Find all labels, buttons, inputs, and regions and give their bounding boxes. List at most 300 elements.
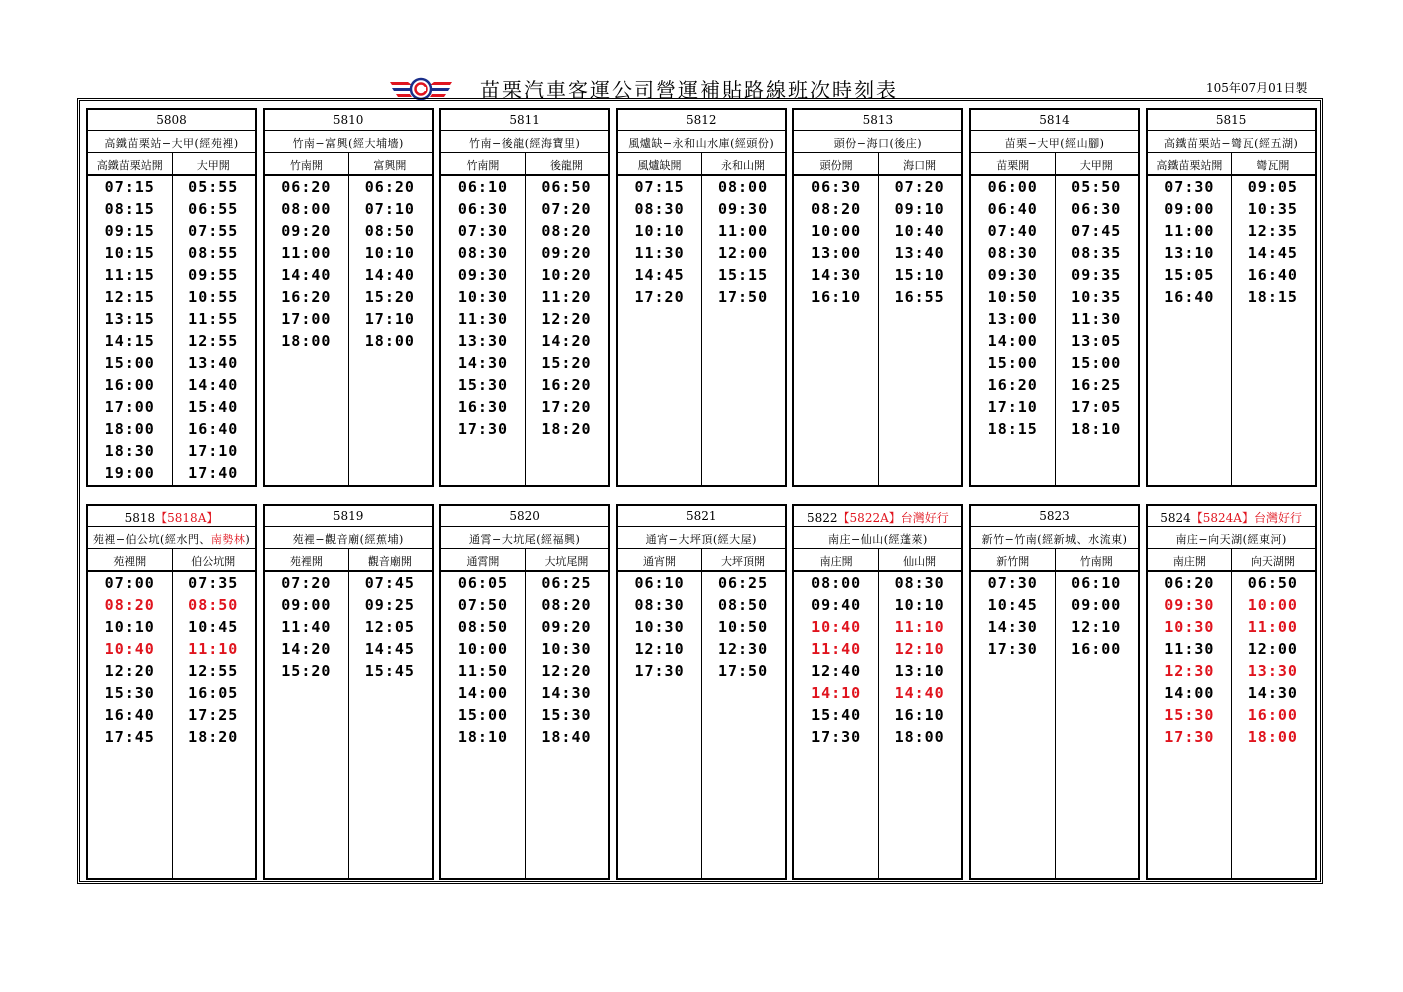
route-name (971, 135, 1138, 151)
departure-time: 14:20 (281, 640, 332, 658)
route-name-text: 通霄−大坑尾(經福興) (469, 533, 581, 546)
departure-time: 12:20 (104, 662, 155, 680)
departure-time: 16:25 (1071, 376, 1122, 394)
departure-time: 18:00 (1247, 728, 1298, 746)
route-number-text: 5814 (1039, 113, 1070, 127)
departure-header-right: 大甲開 (196, 159, 230, 172)
departure-time: 18:40 (541, 728, 592, 746)
departure-time: 18:10 (457, 728, 509, 746)
departure-times-right (1055, 176, 1139, 440)
departure-header-left: 竹南開 (289, 159, 323, 172)
departure-time: 08:30 (987, 244, 1038, 262)
departure-time: 09:10 (894, 200, 945, 218)
departure-time: 17:45 (104, 728, 155, 746)
departure-time: 18:00 (281, 332, 332, 350)
departure-time: 14:30 (1247, 684, 1298, 702)
departure-time: 14:40 (894, 684, 945, 702)
departure-time: 06:30 (457, 200, 509, 218)
divider (1148, 526, 1315, 527)
departure-time: 09:05 (1247, 178, 1298, 196)
departure-time: 08:35 (1071, 244, 1122, 262)
departure-time: 15:30 (104, 684, 155, 702)
departure-time: 15:20 (541, 354, 592, 372)
departure-time: 18:00 (104, 420, 155, 438)
departure-time: 17:30 (987, 640, 1038, 658)
departure-times-right (172, 176, 256, 484)
departure-time: 06:10 (457, 178, 509, 196)
divider (971, 526, 1138, 527)
route-name-text: 南庄−仙山(經蓬萊) (827, 533, 928, 546)
departure-time: 17:50 (717, 288, 769, 306)
departure-header-right: 富興開 (373, 159, 407, 172)
departure-time: 15:15 (717, 266, 769, 284)
departure-time: 11:55 (188, 310, 239, 328)
route-number-text: 5819 (332, 509, 364, 523)
route-number-text: 5823 (1039, 509, 1070, 523)
departure-times-left (794, 572, 878, 748)
departure-time: 06:50 (1247, 574, 1298, 592)
departure-time: 10:10 (634, 222, 685, 240)
departure-time: 11:30 (457, 310, 509, 328)
route-name (88, 135, 255, 151)
departure-time: 18:15 (987, 420, 1038, 438)
departure-time: 16:05 (188, 684, 239, 702)
departure-time: 16:30 (457, 398, 509, 416)
departure-time: 17:30 (634, 662, 685, 680)
departure-time: 10:50 (987, 288, 1038, 306)
departure-time: 15:30 (541, 706, 592, 724)
departure-time: 12:20 (541, 662, 592, 680)
departure-times-left (618, 176, 702, 308)
departure-time: 06:55 (188, 200, 239, 218)
departure-time: 14:20 (541, 332, 592, 350)
route-number (441, 509, 608, 523)
departure-time: 12:10 (1071, 618, 1122, 636)
departure-time: 12:20 (541, 310, 592, 328)
route-name-text: 南庄−向天湖(經東河) (1175, 533, 1287, 546)
departure-time: 08:50 (188, 596, 239, 614)
departure-times-left (971, 572, 1055, 660)
departure-time: 12:05 (364, 618, 415, 636)
departure-time: 18:00 (894, 728, 945, 746)
route-service-note: 台灣好行 (1253, 511, 1302, 525)
departure-time: 07:20 (541, 200, 592, 218)
departure-time: 06:10 (634, 574, 685, 592)
departure-times-left (618, 572, 702, 682)
departure-time: 11:10 (894, 618, 945, 636)
departure-time: 15:00 (104, 354, 155, 372)
route-service-note: 台灣好行 (900, 511, 949, 525)
departure-time: 15:20 (281, 662, 332, 680)
departure-time: 06:25 (541, 574, 592, 592)
departure-time: 14:30 (541, 684, 592, 702)
departure-time: 10:40 (894, 222, 945, 240)
departure-time: 18:20 (188, 728, 239, 746)
departure-time: 14:40 (188, 376, 239, 394)
route-panel-5810 (263, 108, 434, 487)
route-number-text: 5811 (509, 113, 540, 127)
departure-time: 07:30 (1164, 178, 1215, 196)
departure-time: 16:10 (894, 706, 945, 724)
departure-time: 13:30 (457, 332, 509, 350)
departure-time: 07:45 (364, 574, 415, 592)
route-number (441, 113, 608, 127)
departure-time: 15:05 (1164, 266, 1215, 284)
departure-time: 16:40 (1164, 288, 1215, 306)
departure-time: 05:50 (1071, 178, 1122, 196)
departure-time: 10:30 (541, 640, 592, 658)
route-number (1148, 113, 1315, 127)
departure-header-left: 通霄開 (466, 555, 500, 568)
departure-time: 06:10 (1071, 574, 1122, 592)
departure-time: 10:55 (188, 288, 239, 306)
divider (265, 526, 432, 527)
departure-time: 07:35 (188, 574, 239, 592)
departure-time: 12:40 (811, 662, 862, 680)
route-number (618, 509, 785, 523)
departure-time: 06:30 (811, 178, 862, 196)
departure-time: 16:10 (811, 288, 862, 306)
departure-time: 08:30 (894, 574, 945, 592)
route-number-text: 5818 (124, 511, 156, 525)
departure-time: 13:40 (894, 244, 945, 262)
departure-time: 06:20 (281, 178, 332, 196)
departure-header-right: 大坑尾開 (544, 555, 589, 568)
departure-time: 09:20 (281, 222, 332, 240)
departure-time: 08:20 (541, 596, 592, 614)
departure-times-right (878, 572, 962, 748)
departure-time: 18:30 (104, 442, 155, 460)
departure-time: 08:30 (634, 200, 685, 218)
route-name (265, 135, 432, 151)
departure-time: 17:00 (281, 310, 332, 328)
departure-time: 12:35 (1247, 222, 1298, 240)
route-name (441, 135, 608, 151)
route-name-text: 高鐵苗栗站−彎瓦(經五湖) (1163, 137, 1299, 150)
departure-times-right (348, 176, 432, 352)
route-panel-5819 (263, 504, 434, 880)
departure-header-left: 高鐵苗栗站開 (1156, 159, 1223, 172)
departure-times-right (701, 572, 785, 682)
route-name (618, 135, 785, 151)
route-name (794, 135, 961, 151)
departure-header-right: 向天湖開 (1250, 555, 1295, 568)
route-name (1148, 135, 1315, 151)
departure-times-left (1148, 572, 1232, 748)
departure-time: 17:10 (987, 398, 1038, 416)
departure-time: 06:00 (987, 178, 1038, 196)
route-name-text: 高鐵苗栗站−大甲(經苑裡) (104, 137, 239, 150)
departure-time: 11:20 (541, 288, 592, 306)
route-name-end: ) (245, 533, 251, 546)
route-name (441, 531, 608, 547)
departure-time: 08:20 (104, 596, 155, 614)
departure-times-right (1231, 176, 1315, 308)
divider (88, 130, 255, 131)
route-panel-5814 (969, 108, 1140, 487)
departure-time: 06:40 (987, 200, 1038, 218)
departure-time: 08:30 (457, 244, 509, 262)
divider (1148, 130, 1315, 131)
route-name (265, 531, 432, 547)
route-panel-5823 (969, 504, 1140, 880)
departure-header-right: 仙山開 (903, 555, 937, 568)
departure-time: 09:20 (541, 244, 592, 262)
route-panel-5820 (439, 504, 610, 880)
route-panel-5808 (86, 108, 257, 487)
route-number-text: 5821 (686, 509, 717, 523)
departure-header-left: 南庄開 (819, 555, 853, 568)
departure-header-left: 南庄開 (1172, 555, 1206, 568)
departure-times-right (172, 572, 256, 748)
departure-header-left: 新竹開 (996, 555, 1030, 568)
departure-time: 07:40 (987, 222, 1038, 240)
route-name-text: 苗栗−大甲(經山腳) (1004, 137, 1105, 150)
departure-time: 17:30 (457, 420, 509, 438)
departure-time: 17:05 (1071, 398, 1122, 416)
departure-time: 14:00 (987, 332, 1038, 350)
departure-time: 12:15 (104, 288, 155, 306)
departure-time: 17:10 (364, 310, 415, 328)
departure-time: 17:10 (188, 442, 239, 460)
departure-times-left (794, 176, 878, 308)
departure-time: 12:55 (188, 662, 239, 680)
departure-time: 16:40 (104, 706, 155, 724)
departure-time: 14:45 (364, 640, 415, 658)
route-number-text: 5822 (807, 511, 838, 525)
departure-time: 11:15 (104, 266, 155, 284)
departure-header-right: 觀音廟開 (367, 555, 412, 568)
route-variant-tag: 【5822A】 (837, 511, 901, 525)
departure-time: 11:10 (188, 640, 239, 658)
departure-time: 09:30 (717, 200, 769, 218)
route-panel-5811 (439, 108, 610, 487)
departure-time: 15:30 (1164, 706, 1215, 724)
divider (794, 130, 961, 131)
departure-time: 09:00 (1164, 200, 1215, 218)
divider (441, 130, 608, 131)
departure-time: 10:40 (104, 640, 155, 658)
departure-time: 17:25 (188, 706, 239, 724)
departure-time: 09:20 (541, 618, 592, 636)
page-title: 苗栗汽車客運公司營運補貼路線班次時刻表 (480, 78, 898, 102)
route-name-text: 竹南−後龍(經海寶里) (469, 137, 581, 150)
departure-time: 10:10 (894, 596, 945, 614)
departure-header-left: 高鐵苗栗站開 (96, 159, 163, 172)
departure-time: 15:10 (894, 266, 945, 284)
departure-time: 07:30 (987, 574, 1038, 592)
departure-time: 05:55 (188, 178, 239, 196)
departure-header-left: 苑裡開 (113, 555, 147, 568)
divider (794, 526, 961, 527)
departure-time: 07:20 (281, 574, 332, 592)
route-name (971, 531, 1138, 547)
route-name (88, 531, 255, 547)
departure-time: 18:20 (541, 420, 592, 438)
departure-time: 06:50 (541, 178, 592, 196)
departure-time: 08:00 (811, 574, 862, 592)
departure-time: 09:30 (1164, 596, 1215, 614)
departure-time: 15:00 (1071, 354, 1122, 372)
departure-time: 09:55 (188, 266, 239, 284)
departure-header-left: 苑裡開 (289, 555, 323, 568)
departure-time: 10:30 (457, 288, 509, 306)
departure-time: 15:40 (811, 706, 862, 724)
route-number (88, 509, 255, 526)
print-date: 105年07月01日製 (1206, 81, 1308, 95)
departure-time: 14:45 (634, 266, 685, 284)
departure-time: 08:50 (457, 618, 509, 636)
route-name-text: 竹南−富興(經大埔墻) (292, 137, 404, 150)
departure-time: 06:20 (1164, 574, 1215, 592)
departure-times-right (525, 572, 609, 748)
route-number (618, 113, 785, 127)
departure-header-left: 通宵開 (643, 555, 677, 568)
route-number-text: 5824 (1160, 511, 1191, 525)
departure-times-left (1148, 176, 1232, 308)
departure-times-left (441, 572, 525, 748)
route-number (794, 113, 961, 127)
departure-time: 17:40 (188, 464, 239, 482)
departure-time: 16:20 (987, 376, 1038, 394)
route-number (971, 113, 1138, 127)
departure-time: 14:10 (811, 684, 862, 702)
departure-header-right: 永和山開 (721, 159, 766, 172)
departure-times-left (265, 176, 349, 352)
route-name-text: 新竹−竹南(經新城、水流東) (981, 533, 1128, 546)
departure-time: 09:00 (281, 596, 332, 614)
departure-time: 08:55 (188, 244, 239, 262)
departure-time: 10:10 (364, 244, 415, 262)
departure-header-right: 彎瓦開 (1256, 159, 1290, 172)
departure-time: 08:30 (634, 596, 685, 614)
departure-time: 10:50 (717, 618, 769, 636)
departure-header-left: 頭份開 (819, 159, 853, 172)
route-variant-tag: 【5824A】 (1190, 511, 1254, 525)
departure-time: 17:20 (541, 398, 592, 416)
departure-time: 06:05 (457, 574, 509, 592)
departure-time: 11:00 (1247, 618, 1298, 636)
route-number-text: 5812 (686, 113, 717, 127)
departure-time: 19:00 (104, 464, 155, 482)
departure-time: 11:30 (634, 244, 685, 262)
departure-time: 18:00 (364, 332, 415, 350)
departure-time: 07:50 (457, 596, 509, 614)
route-number-text: 5808 (156, 113, 187, 127)
route-panel-5812 (616, 108, 787, 487)
departure-time: 09:40 (811, 596, 862, 614)
departure-time: 16:20 (281, 288, 332, 306)
departure-time: 15:40 (188, 398, 239, 416)
route-number (88, 113, 255, 127)
departure-time: 16:55 (894, 288, 945, 306)
departure-header-right: 大坪頂開 (721, 555, 766, 568)
route-name-text: 風爐缺−永和山水庫(經頭份) (628, 137, 775, 150)
departure-time: 09:35 (1071, 266, 1122, 284)
departure-time: 16:40 (1247, 266, 1298, 284)
departure-time: 08:15 (104, 200, 155, 218)
departure-times-right (1055, 572, 1139, 660)
divider (971, 130, 1138, 131)
departure-time: 17:20 (634, 288, 685, 306)
departure-time: 07:15 (104, 178, 155, 196)
divider (618, 130, 785, 131)
route-name (618, 531, 785, 547)
departure-time: 07:00 (104, 574, 155, 592)
departure-time: 10:00 (457, 640, 509, 658)
departure-time: 13:00 (987, 310, 1038, 328)
departure-times-right (878, 176, 962, 308)
departure-time: 14:30 (811, 266, 862, 284)
departure-time: 08:50 (364, 222, 415, 240)
divider (618, 526, 785, 527)
departure-time: 15:30 (457, 376, 509, 394)
departure-time: 12:10 (894, 640, 945, 658)
departure-time: 07:15 (634, 178, 685, 196)
departure-time: 17:00 (104, 398, 155, 416)
route-number (265, 113, 432, 127)
departure-time: 14:00 (1164, 684, 1215, 702)
route-panel-5815 (1146, 108, 1317, 487)
route-number (971, 509, 1138, 523)
departure-time: 17:50 (717, 662, 769, 680)
departure-time: 13:00 (811, 244, 862, 262)
departure-times-left (265, 572, 349, 682)
route-number (794, 509, 961, 526)
route-number (1148, 509, 1315, 526)
departure-header-left: 竹南開 (466, 159, 500, 172)
departure-time: 07:30 (457, 222, 509, 240)
departure-time: 07:55 (188, 222, 239, 240)
departure-time: 16:00 (1071, 640, 1122, 658)
departure-time: 11:00 (717, 222, 769, 240)
departure-time: 12:30 (1164, 662, 1215, 680)
departure-time: 09:15 (104, 222, 155, 240)
departure-time: 06:20 (364, 178, 415, 196)
departure-times-right (1231, 572, 1315, 748)
departure-time: 06:30 (1071, 200, 1122, 218)
route-number (265, 509, 432, 523)
route-name (1148, 531, 1315, 547)
departure-time: 15:45 (364, 662, 415, 680)
route-panel-5818 (86, 504, 257, 880)
route-panel-5822 (792, 504, 963, 880)
departure-header-right: 伯公坑開 (191, 555, 236, 568)
departure-time: 13:10 (1164, 244, 1215, 262)
departure-time: 17:30 (811, 728, 862, 746)
timetable-frame (77, 98, 1323, 884)
departure-time: 09:30 (457, 266, 509, 284)
departure-time: 13:05 (1071, 332, 1122, 350)
departure-time: 10:40 (811, 618, 862, 636)
departure-times-left (971, 176, 1055, 440)
departure-time: 10:20 (541, 266, 592, 284)
departure-time: 10:45 (987, 596, 1038, 614)
departure-times-right (348, 572, 432, 682)
departure-time: 16:20 (541, 376, 592, 394)
route-number-text: 5810 (332, 113, 364, 127)
departure-time: 13:30 (1247, 662, 1298, 680)
departure-header-right: 後龍開 (549, 159, 583, 172)
departure-time: 10:30 (1164, 618, 1215, 636)
route-number-text: 5813 (862, 113, 894, 127)
departure-time: 07:20 (894, 178, 945, 196)
departure-time: 08:20 (541, 222, 592, 240)
departure-times-right (701, 176, 785, 308)
departure-time: 17:30 (1164, 728, 1215, 746)
divider (88, 526, 255, 527)
departure-time: 11:00 (281, 244, 332, 262)
